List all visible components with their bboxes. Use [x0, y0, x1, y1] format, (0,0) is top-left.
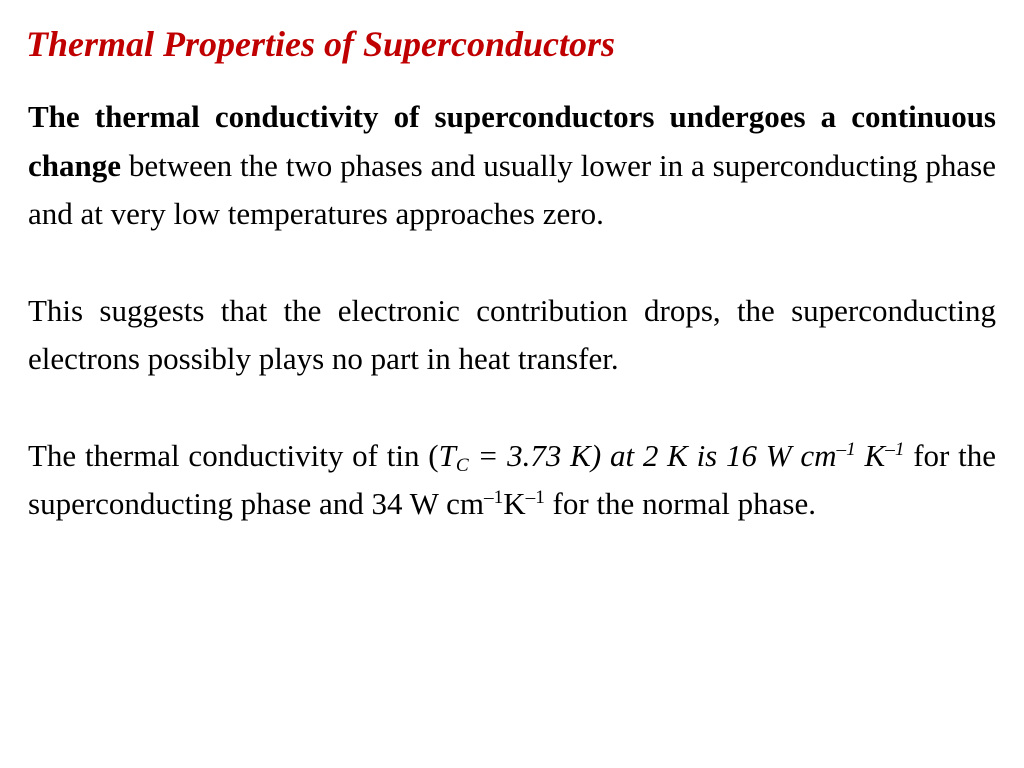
tin-value-phrase: = 3.73 K) at 2 K is 16 W cm: [468, 437, 837, 473]
tin-tail-text: for the normal phase.: [544, 486, 816, 521]
exponent-k-superconducting: –1: [885, 438, 905, 460]
paragraph-tin-conductivity: [28, 432, 996, 529]
exponent-cm-superconducting: –1: [836, 438, 856, 460]
tin-mid-text: for the superconducting phase and 34 W cm: [28, 437, 996, 521]
kelvin-unit-normal: K: [503, 486, 526, 521]
tin-value-italic: [438, 437, 905, 477]
paragraph-thermal-conductivity-change: [28, 93, 996, 239]
paragraph-electronic-contribution: This suggests that the electronic contribution drops, the superconducting electrons possibly plays no part in heat transfer.: [28, 292, 996, 376]
critical-temperature-subscript: C: [455, 455, 469, 477]
slide-title: Thermal Properties of Superconductors: [26, 24, 616, 64]
tin-lead-text: The thermal conductivity of tin (: [28, 437, 439, 473]
paragraph-1-text: between the two phases and usually lower in a superconducting phase and at very low temperatures approaches zero.: [28, 147, 996, 231]
exponent-k-normal: –1: [525, 487, 545, 509]
emphasis-continuous-change: The thermal conductivity of superconductors undergoes a continuous change: [28, 99, 996, 183]
exponent-cm-normal: –1: [484, 487, 504, 509]
critical-temperature-symbol: T: [438, 437, 456, 473]
slide-body: [28, 93, 996, 529]
kelvin-unit-superconducting: K: [855, 437, 886, 473]
